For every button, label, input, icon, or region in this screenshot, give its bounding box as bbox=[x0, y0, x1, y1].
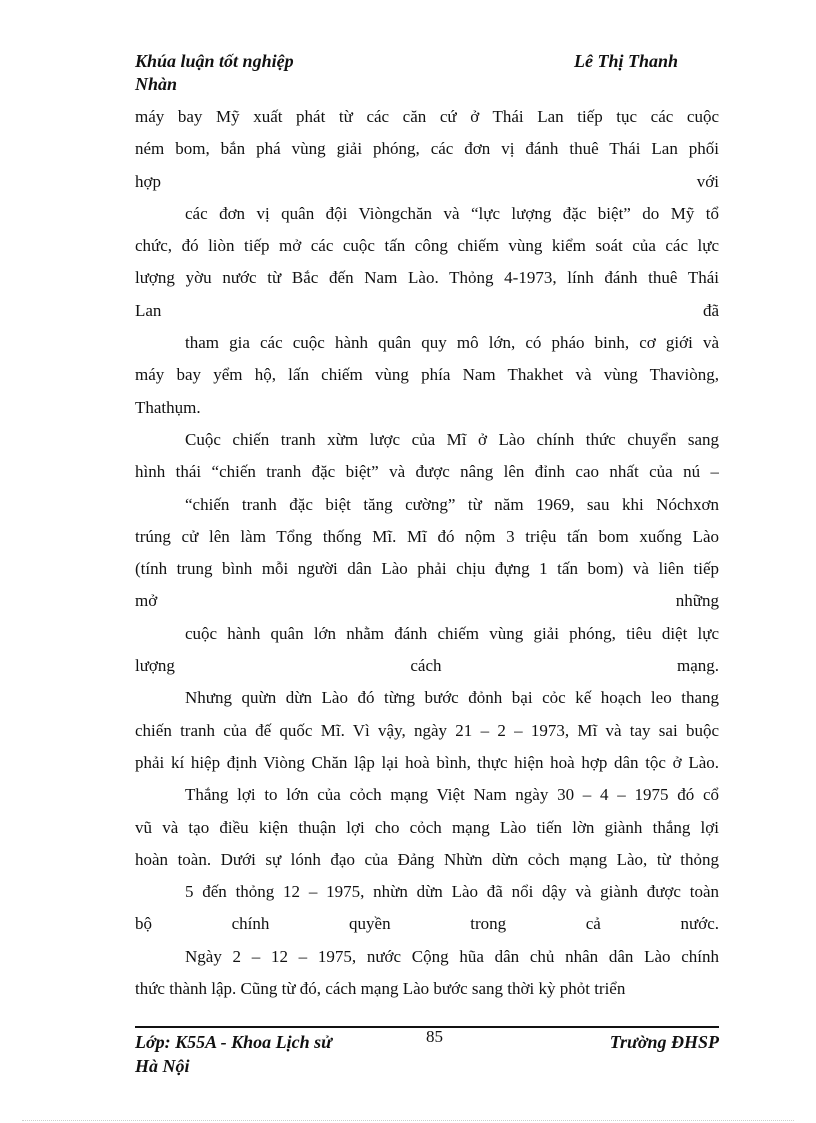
text-line: hoàn toàn. Dưới sự lónh đạo của Đảng Nhừn dừn cỏch mạng Lào, từ thỏng bbox=[135, 849, 719, 869]
page-bottom-edge bbox=[22, 1120, 794, 1121]
text-line: máy bay yểm hộ, lấn chiếm vùng phía Nam Thakhet và vùng Thaviòng, bbox=[135, 365, 719, 385]
text-line: mở những bbox=[135, 591, 719, 611]
text-line: tham gia các cuộc hành quân quy mô lớn, có pháo binh, cơ giới và bbox=[185, 333, 719, 353]
text-line: cuộc hành quân lớn nhằm đánh chiếm vùng giải phóng, tiêu diệt lực bbox=[185, 623, 719, 643]
text-line: trúng cử lên làm Tổng thống Mĩ. Mĩ đó nộm 3 triệu tấn bom xuống Lào bbox=[135, 526, 719, 546]
text-line: Ngày 2 – 12 – 1975, nước Cộng hũa dân chủ nhân dân Lào chính bbox=[185, 946, 719, 966]
header-title: Khúa luận tốt nghiệp bbox=[135, 51, 294, 71]
text-line: vũ và tạo điều kiện thuận lợi cho cỏch mạng Lào tiến lờn giành thắng lợi bbox=[135, 817, 719, 837]
text-line: ném bom, bắn phá vùng giải phóng, các đơn vị đánh thuê Thái Lan phối bbox=[135, 139, 719, 159]
footer-city: Hà Nội bbox=[135, 1056, 190, 1076]
text-line: chức, đó liòn tiếp mở các cuộc tấn công chiếm vùng kiểm soát của các lực bbox=[135, 236, 719, 256]
header-author: Lê Thị Thanh bbox=[574, 51, 679, 71]
text-line: máy bay Mỹ xuất phát từ các căn cứ ở Thái Lan tiếp tục các cuộc bbox=[135, 107, 719, 126]
body-text bbox=[135, 101, 719, 1005]
footer-school: Trường ĐHSP bbox=[609, 1032, 719, 1052]
text-line: Nhưng quừn dừn Lào đó từng bước đỏnh bại cỏc kế hoạch leo thang bbox=[185, 688, 719, 708]
text-line: Lan đã bbox=[135, 300, 719, 320]
text-line: “chiến tranh đặc biệt tăng cường” từ năm 1969, sau khi Nóchxơn bbox=[185, 494, 719, 514]
text-line: Thathụm. bbox=[135, 397, 201, 417]
footer-class: Lớp: K55A - Khoa Lịch sử bbox=[135, 1032, 332, 1052]
text-line: lượng yờu nước từ Bắc đến Nam Lào. Thỏng 4-1973, lính đánh thuê Thái bbox=[135, 268, 719, 288]
text-line: 5 đến thỏng 12 – 1975, nhừn dừn Lào đã nổi dậy và giành được toàn bbox=[185, 882, 719, 902]
page-number: 85 bbox=[426, 1027, 443, 1046]
text-line: các đơn vị quân đội Viòngchăn và “lực lượng đặc biệt” do Mỹ tổ bbox=[185, 203, 719, 223]
text-line: phải kí hiệp định Viòng Chăn lập lại hoà bình, thực hiện hoà hợp dân tộc ở Lào. bbox=[135, 752, 719, 772]
text-line: Thắng lợi to lớn của cỏch mạng Việt Nam ngày 30 – 4 – 1975 đó cổ bbox=[185, 785, 719, 805]
text-line: bộ chính quyền trong cả nước. bbox=[135, 914, 719, 934]
text-line: hợp với bbox=[135, 171, 719, 191]
text-line: hình thái “chiến tranh đặc biệt” và được nâng lên đỉnh cao nhất của nú – bbox=[135, 462, 719, 482]
text-line: thức thành lập. Cũng từ đó, cách mạng Lào bước sang thời kỳ phỏt triển bbox=[135, 979, 626, 999]
header-author-continued: Nhàn bbox=[135, 74, 178, 94]
text-line: chiến tranh của đế quốc Mĩ. Vì vậy, ngày 21 – 2 – 1973, Mĩ và tay sai buộc bbox=[135, 720, 719, 740]
text-line: lượng cách mạng. bbox=[135, 656, 719, 676]
text-line: (tính trung bình mỗi người dân Lào phải chịu đựng 1 tấn bom) và liên tiếp bbox=[135, 559, 719, 579]
text-line: Cuộc chiến tranh xừm lược của Mĩ ở Lào chính thức chuyển sang bbox=[185, 429, 719, 449]
